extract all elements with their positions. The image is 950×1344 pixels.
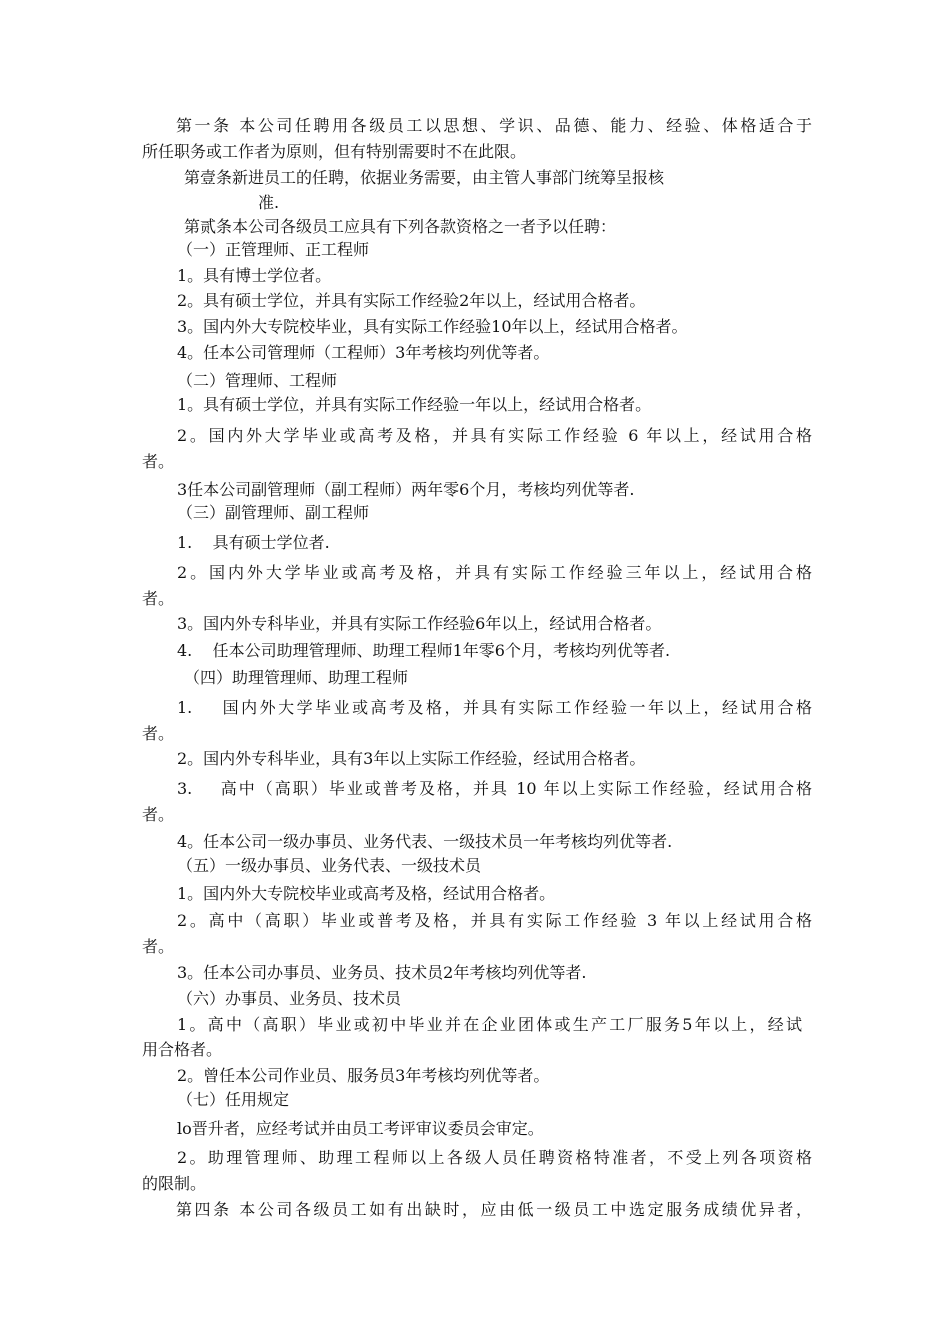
list-item: 3. 高中（高职）毕业或普考及格，并具 10 年以上实际工作经验，经试用合格 (177, 779, 812, 798)
article-2-line-1: 第壹条新进员工的任聘，依据业务需要，由主管人事部门统筹呈报核 (184, 168, 665, 187)
list-item-continuation: 的限制。 (142, 1174, 207, 1193)
section-heading-7: （七）任用规定 (177, 1090, 290, 1109)
list-item: 4。任本公司管理师（工程师）3年考核均列优等者。 (177, 343, 550, 362)
list-item: 3。国内外专科毕业，并具有实际工作经验6年以上，经试用合格者。 (177, 614, 662, 633)
article-1-line-1: 第一条 本公司任聘用各级员工以思想、学识、品德、能力、经验、体格适合于 (176, 116, 812, 135)
list-item: 2。具有硕士学位，并具有实际工作经验2年以上，经试用合格者。 (177, 291, 646, 310)
list-item: 1。国内外大专院校毕业或高考及格，经试用合格者。 (177, 884, 556, 903)
list-item: 2。国内外专科毕业，具有3年以上实际工作经验，经试用合格者。 (177, 749, 646, 768)
list-item: 3。任本公司办事员、业务员、技术员2年考核均列优等者. (177, 963, 587, 982)
list-item: 3任本公司副管理师（副工程师）两年零6个月，考核均列优等者. (177, 480, 635, 499)
article-3-intro: 第贰条本公司各级员工应具有下列各款资格之一者予以任聘： (184, 217, 617, 236)
list-item-continuation: 者。 (142, 937, 175, 956)
section-heading-3: （三）副管理师、副工程师 (177, 503, 370, 522)
article-4-line-1: 第四条 本公司各级员工如有出缺时，应由低一级员工中选定服务成绩优异者， (176, 1200, 812, 1219)
list-item: lo晋升者，应经考试并由员工考评审议委员会审定。 (177, 1119, 544, 1138)
section-heading-2: （二）管理师、工程师 (177, 371, 338, 390)
list-item: 4。任本公司一级办事员、业务代表、一级技术员一年考核均列优等者. (177, 832, 673, 851)
section-heading-6: （六）办事员、业务员、技术员 (177, 989, 402, 1008)
list-item-continuation: 者。 (142, 452, 175, 471)
list-item-continuation: 者。 (142, 805, 175, 824)
list-item: 1. 国内外大学毕业或高考及格，并具有实际工作经验一年以上，经试用合格 (177, 698, 812, 717)
list-item: 1。具有硕士学位，并具有实际工作经验一年以上，经试用合格者。 (177, 395, 652, 414)
list-item: 2。国内外大学毕业或高考及格，并具有实际工作经验 6 年以上，经试用合格 (177, 426, 812, 445)
section-heading-1: （一）正管理师、正工程师 (177, 240, 370, 259)
list-item: 2。曾任本公司作业员、服务员3年考核均列优等者。 (177, 1066, 550, 1085)
list-item: 2。助理管理师、助理工程师以上各级人员任聘资格特准者，不受上列各项资格 (177, 1148, 812, 1167)
list-item-continuation: 用合格者。 (142, 1040, 223, 1059)
article-1-line-2: 所任职务或工作者为原则，但有特别需要时不在此限。 (142, 142, 527, 161)
list-item: 1. 具有硕士学位者. (177, 533, 330, 552)
article-2-line-2: 准. (258, 193, 280, 212)
list-item: 2。高中（高职）毕业或普考及格，并具有实际工作经验 3 年以上经试用合格 (177, 911, 812, 930)
list-item-continuation: 者。 (142, 724, 175, 743)
section-heading-5: （五）一级办事员、业务代表、一级技术员 (177, 856, 482, 875)
list-item: 1。具有博士学位者。 (177, 266, 332, 285)
list-item: 1。高中（高职）毕业或初中毕业并在企业团体或生产工厂服务5年以上，经试 (177, 1015, 802, 1034)
list-item: 3。国内外大专院校毕业，具有实际工作经验10年以上，经试用合格者。 (177, 317, 688, 336)
list-item: 2。国内外大学毕业或高考及格，并具有实际工作经验三年以上，经试用合格 (177, 563, 812, 582)
list-item: 4. 任本公司助理管理师、助理工程师1年零6个月，考核均列优等者. (177, 641, 671, 660)
list-item-continuation: 者。 (142, 589, 175, 608)
section-heading-4: （四）助理管理师、助理工程师 (184, 668, 409, 687)
